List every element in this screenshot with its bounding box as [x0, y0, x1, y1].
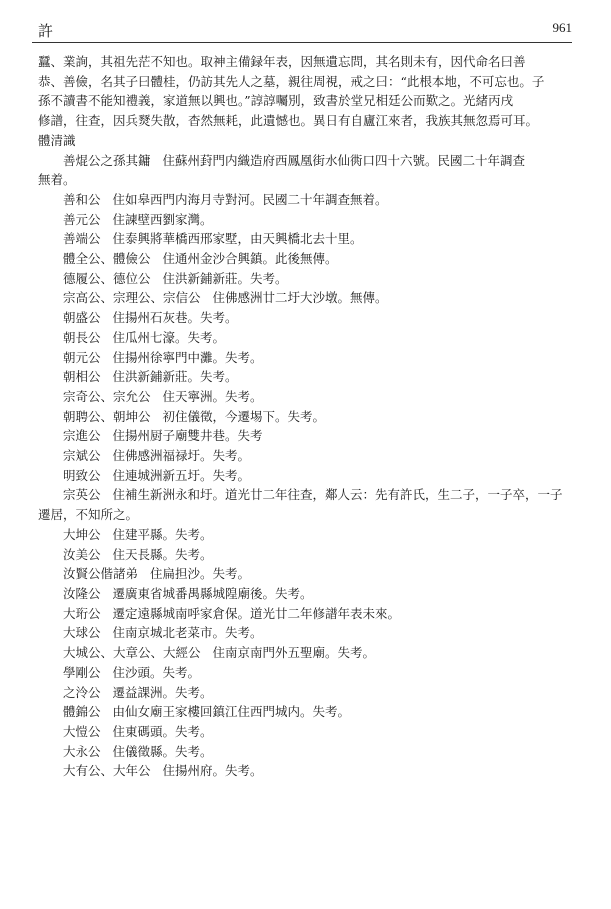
page-number: 961	[552, 20, 572, 35]
entry-name: 朝聘公、朝坤公	[63, 408, 151, 424]
text-line: 體清識	[38, 132, 76, 148]
entry-text: 住諫壁西劉家灣。	[112, 211, 213, 227]
entry-line	[38, 269, 578, 289]
entry-text: 初住儀徵，今遷埸下。失考。	[162, 408, 326, 424]
entry-text: 住如皋西門内海月寺對河。民國二十年調查無着。	[112, 191, 388, 207]
entry-text: 遷益課洲。失考。	[112, 684, 213, 700]
entry-name: 汝賢公偕諸弟	[63, 566, 139, 582]
entry-text: 住洪新鋪新莊。失考。	[162, 270, 288, 286]
entry-name: 大愷公	[63, 723, 101, 739]
entry-line	[38, 426, 578, 446]
entry-text: 住南京南門外五聖廟。失考。	[212, 645, 376, 661]
entry-name: 體錦公	[63, 704, 101, 720]
entry-text: 無着。	[38, 172, 76, 188]
entry-name: 明致公	[63, 467, 101, 483]
entry-line	[38, 683, 578, 703]
entry-line	[38, 722, 578, 742]
entry-line	[38, 505, 578, 525]
entry-line	[38, 525, 578, 545]
entry-line	[38, 643, 578, 663]
entry-name: 宗斌公	[63, 448, 101, 464]
entry-text: 由仙女廟王家樓回鎮江住西門城内。失考。	[112, 704, 351, 720]
entry-line	[38, 446, 578, 466]
entry-line	[38, 604, 578, 624]
entry-line	[38, 663, 578, 683]
entry-text: 住蘇州葑門内織造府西鳳凰街水仙衖口四十六號。民國二十年調查	[162, 152, 526, 168]
entry-name: 朝長公	[63, 329, 101, 345]
entry-line	[38, 288, 578, 308]
entry-line	[38, 348, 578, 368]
text-line: 修譜，往查，因兵燹失散，杳然無耗，此遺憾也。異日有自廬江來者，我族其無忽焉可耳。	[38, 113, 539, 129]
entry-name: 宗英公	[63, 487, 101, 503]
page-header	[32, 16, 572, 43]
entry-name: 大有公、大年公	[63, 763, 151, 779]
entry-text: 遷定遠縣城南呼家倉保。道光廿二年修譜年表未來。	[112, 605, 401, 621]
text-line: 恭、善儉，名其子曰體桂，仍訪其先人之墓，親往周視，戒之曰：“此根本地，不可忘也。子	[38, 73, 545, 89]
entry-line	[38, 249, 578, 269]
entry-line	[38, 584, 578, 604]
entry-text: 住儀徵縣。失考。	[112, 743, 213, 759]
entry-text: 住揚州厨子廟雙井巷。失考	[112, 428, 263, 444]
entry-name: 朝元公	[63, 349, 101, 365]
entry-line	[38, 210, 578, 230]
entry-line	[38, 367, 578, 387]
entry-line	[38, 229, 578, 249]
entry-text: 住沙頭。失考。	[112, 664, 201, 680]
entry-name: 德履公、德位公	[63, 270, 151, 286]
entry-text: 住建平縣。失考。	[112, 526, 213, 542]
entry-line	[38, 742, 578, 762]
entry-line	[38, 387, 578, 407]
entry-line	[38, 170, 578, 190]
entry-name: 大永公	[63, 743, 101, 759]
entry-line	[38, 328, 578, 348]
entry-text: 住揚州石灰巷。失考。	[112, 310, 238, 326]
entry-text: 住通州金沙合興鎮。此後無傳。	[162, 251, 338, 267]
document-body	[38, 52, 578, 781]
entry-text: 住天寧洲。失考。	[162, 388, 263, 404]
entry-name: 體全公、體儉公	[63, 251, 151, 267]
entry-text: 住洪新鋪新莊。失考。	[112, 369, 238, 385]
entry-name: 宗奇公、宗允公	[63, 388, 151, 404]
text-line: 孫不讀書不能知禮義，家道無以興也。”諄諄囑別，致書於堂兄相廷公而歎之。光緒丙戌	[38, 93, 514, 109]
entry-line	[38, 407, 578, 427]
entry-line	[38, 308, 578, 328]
entry-text: 住佛感洲廿二圩大沙墩。無傳。	[212, 290, 388, 306]
entry-name: 善焜公之孫其鏞	[63, 152, 151, 168]
entry-text: 住南京城北老菜市。失考。	[112, 625, 263, 641]
entry-text: 住連城洲新五圩。失考。	[112, 467, 251, 483]
entry-name: 朝盛公	[63, 310, 101, 326]
entry-name: 學剛公	[63, 664, 101, 680]
text-line: 蠶、業詢，其祖先茫不知也。取神主備録年表，因無遺忘問，其名則未有，因代命名曰善	[38, 54, 526, 69]
entry-name: 大球公	[63, 625, 101, 641]
entry-line	[38, 702, 578, 722]
entry-line	[38, 190, 578, 210]
entry-line	[38, 151, 578, 171]
entry-name: 善和公	[63, 191, 101, 207]
entry-text: 住揚州徐寧門中灘。失考。	[112, 349, 263, 365]
entry-name: 善元公	[63, 211, 101, 227]
entry-line	[38, 623, 578, 643]
entry-line	[38, 564, 578, 584]
entry-line	[38, 485, 578, 505]
entry-name: 汝隆公	[63, 585, 101, 601]
entry-line	[38, 545, 578, 565]
entry-name: 大坤公	[63, 526, 101, 542]
entry-line	[38, 761, 578, 781]
entry-line	[38, 466, 578, 486]
entry-name: 宗進公	[63, 428, 101, 444]
entry-text: 住扁担沙。失考。	[150, 566, 251, 582]
entry-text: 遷居，不知所之。	[38, 507, 139, 523]
entry-text: 住佛感洲福禄圩。失考。	[112, 448, 251, 464]
entry-text: 住天長縣。失考。	[112, 546, 213, 562]
entry-text: 住東碼頭。失考。	[112, 723, 213, 739]
entry-name: 宗高公、宗理公、宗信公	[63, 290, 201, 306]
entry-text: 住泰興將華橋西邢家墅，由天興橋北去十里。	[112, 231, 363, 247]
entry-text: 住瓜州七濠。失考。	[112, 329, 226, 345]
entry-name: 之泠公	[63, 684, 101, 700]
entry-text: 遷廣東省城番禺縣城隍廟後。失考。	[112, 585, 313, 601]
entry-name: 汝美公	[63, 546, 101, 562]
entry-name: 大城公、大章公、大經公	[63, 645, 201, 661]
running-title: 許	[38, 22, 54, 40]
entry-text: 住補生新洲永和圩。道光廿二年往查，鄰人云：先有許氏，生二子，一子卒，一子	[112, 487, 563, 503]
entry-name: 朝相公	[63, 369, 101, 385]
entry-name: 大珩公	[63, 605, 101, 621]
entry-text: 住揚州府。失考。	[162, 763, 263, 779]
entry-name: 善端公	[63, 231, 101, 247]
